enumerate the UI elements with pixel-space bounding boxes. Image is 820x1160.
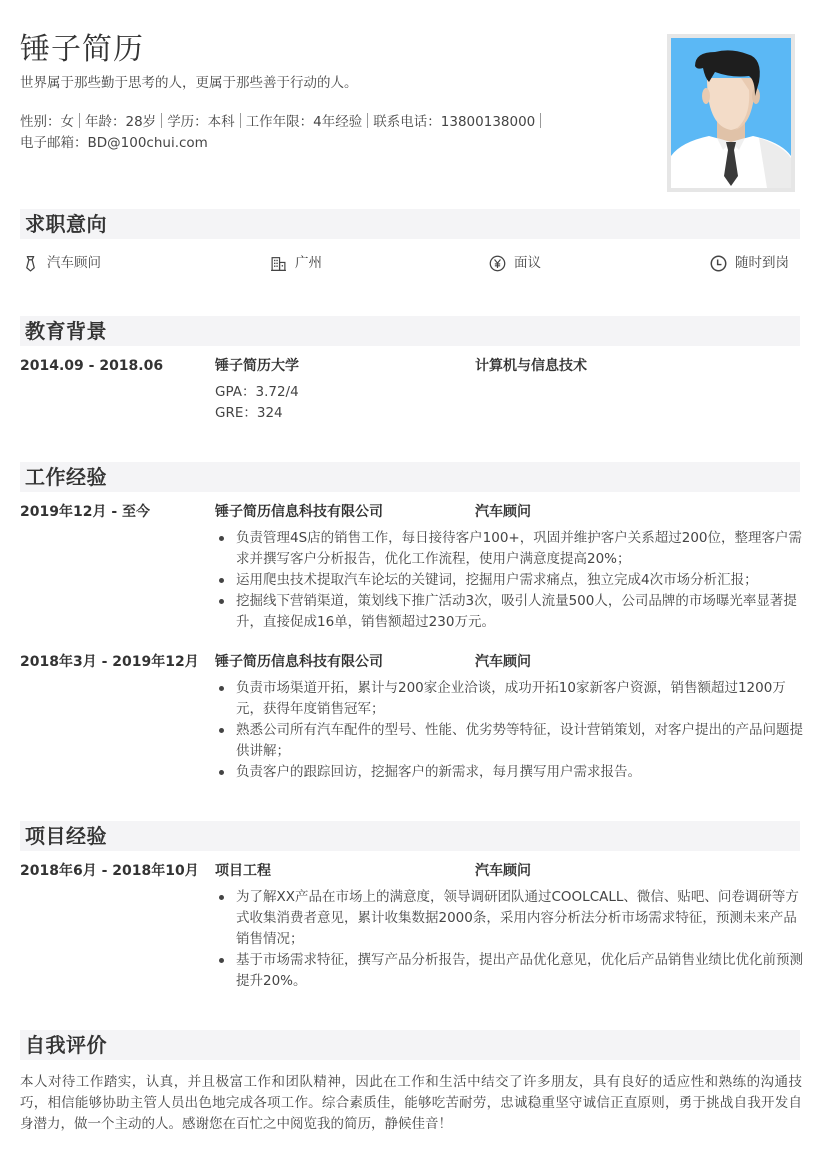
motto: 世界属于那些勤于思考的人，更属于那些善于行动的人。 xyxy=(20,75,358,91)
info-age: 年龄：28岁 xyxy=(85,114,157,130)
education-major: 计算机与信息技术 xyxy=(475,358,587,374)
work-company: 锤子简历信息科技有限公司 xyxy=(215,504,383,520)
section-title: 工作经验 xyxy=(25,465,107,489)
work-date: 2018年3月 - 2019年12月 xyxy=(20,654,199,670)
info-gender: 性别：女 xyxy=(20,114,74,130)
list-item: 负责客户的跟踪回访，挖掘客户的新需求，每月撰写用户需求报告。 xyxy=(215,762,805,783)
list-item: 负责管理4S店的销售工作，每日接待客户100+，巩固并维护客户关系超过200位，整理客户需求并撰写客户分析报告，优化工作流程，使用户满意度提高20%； xyxy=(215,528,805,570)
list-item: 运用爬虫技术提取汽车论坛的关键词，挖掘用户需求痛点，独立完成4次市场分析汇报； xyxy=(215,570,805,591)
avatar-photo-icon xyxy=(671,38,791,188)
avatar xyxy=(667,34,795,192)
work-bullet-list xyxy=(215,528,805,633)
divider xyxy=(240,113,241,128)
self-evaluation-text: 本人对待工作踏实，认真，并且极富工作和团队精神，因此在工作和生活中结交了许多朋友，具有良好的适应性和熟练的沟通技巧，相信能够协助主管人员出色地完成各项工作。综合素质佳，能够吃苦耐劳，忠诚稳重坚守诚信正直原则，勇于挑战自我开发自身潜力，做一个主动的人。感谢您在百忙之中阅览我的简历，静候佳音！ xyxy=(20,1074,802,1132)
list-item: 基于市场需求特征，撰写产品分析报告，提出产品优化意见，优化后产品销售业绩比优化前预测提升20%。 xyxy=(215,950,805,992)
building-icon xyxy=(270,255,287,272)
section-header-self-evaluation xyxy=(20,1030,800,1060)
project-role: 汽车顾问 xyxy=(475,863,531,879)
basic-info-line xyxy=(20,112,546,132)
education-school: 锤子简历大学 xyxy=(215,358,299,374)
list-item: 挖掘线下营销渠道，策划线下推广活动3次，吸引人流量500人，公司品牌的市场曝光率显著提升，直接促成16单，销售额超过230万元。 xyxy=(215,591,805,633)
list-item: 负责市场渠道开拓，累计与200家企业洽谈，成功开拓10家新客户资源，销售额超过1200万元，获得年度销售冠军； xyxy=(215,678,805,720)
divider xyxy=(79,113,80,128)
education-date: 2014.09 - 2018.06 xyxy=(20,358,164,374)
work-role: 汽车顾问 xyxy=(475,654,531,670)
section-title: 求职意向 xyxy=(25,212,107,236)
work-role: 汽车顾问 xyxy=(475,504,531,520)
clock-icon xyxy=(710,255,727,272)
section-title: 教育背景 xyxy=(25,319,107,343)
section-header-project xyxy=(20,821,800,851)
intent-availability-text: 随时到岗 xyxy=(735,255,789,271)
divider xyxy=(367,113,368,128)
info-email: 电子邮箱：BD@100chui.com xyxy=(20,135,208,151)
project-bullet-list xyxy=(215,887,805,992)
divider xyxy=(161,113,162,128)
list-item: 为了解XX产品在市场上的满意度，领导调研团队通过COOLCALL、微信、贴吧、问卷调研等方式收集消费者意见，累计收集数据2000条，采用内容分析法分析市场需求特征，预测未来产品销售情况； xyxy=(215,887,805,950)
section-title: 项目经验 xyxy=(25,824,107,848)
info-years: 工作年限：4年经验 xyxy=(245,114,363,130)
education-gpa: GPA：3.72/4 xyxy=(215,384,299,400)
info-education: 学历：本科 xyxy=(167,114,235,130)
list-item: 熟悉公司所有汽车配件的型号、性能、优劣势等特征，设计营销策划，对客户提出的产品问题提供讲解； xyxy=(215,720,805,762)
work-bullet-list xyxy=(215,678,805,783)
work-date: 2019年12月 - 至今 xyxy=(20,504,151,520)
work-company: 锤子简历信息科技有限公司 xyxy=(215,654,383,670)
project-date: 2018年6月 - 2018年10月 xyxy=(20,863,199,879)
intent-city-text: 广州 xyxy=(295,255,322,271)
tie-icon xyxy=(22,255,39,272)
education-gre: GRE：324 xyxy=(215,405,283,421)
section-header-intent xyxy=(20,209,800,239)
intent-salary-text: 面议 xyxy=(514,255,541,271)
intent-salary xyxy=(489,253,541,273)
section-title: 自我评价 xyxy=(25,1033,107,1057)
intent-position-text: 汽车顾问 xyxy=(47,255,101,271)
divider xyxy=(540,113,541,128)
intent-position xyxy=(22,253,101,273)
info-phone: 联系电话：13800138000 xyxy=(373,114,536,130)
yen-icon xyxy=(489,255,506,272)
intent-city xyxy=(270,253,322,273)
project-name: 项目工程 xyxy=(215,863,271,879)
section-header-work xyxy=(20,462,800,492)
intent-availability xyxy=(710,253,789,273)
section-header-education xyxy=(20,316,800,346)
email-line xyxy=(20,133,208,153)
candidate-name: 锤子简历 xyxy=(20,32,144,67)
